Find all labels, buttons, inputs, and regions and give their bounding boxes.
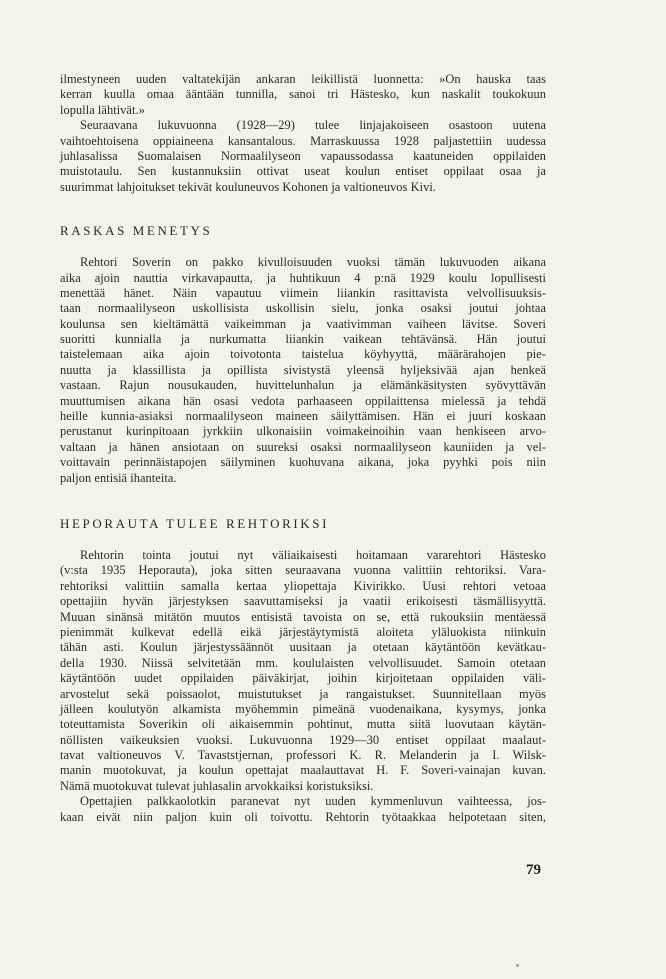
text-line: manin muotokuvat, ja koulun opettajat maalauttavat H. F. Soveri-vainajan kuvan.	[60, 763, 546, 778]
text-line: Opettajien palkkaolotkin paranevat nyt uuden kymmenluvun vaihteessa, jos-	[80, 794, 546, 809]
text-line: käytäntöön uudet oppilaiden päiväkirjat, joihin kirjoitetaan oppilaiden väli-	[60, 671, 546, 686]
text-line: koulunsa sen kieltämättä vaikeimman ja vaativimman vaiheen lävitse. Soveri	[60, 316, 546, 331]
text-line: kerran kuulla omaa ääntään tunnilla, sanoi tri Hästesko, kun naskalit toukokuun	[60, 87, 546, 102]
text-line: rehtoriksi valittiin samalla kertaa yliopettaja Kivirikko. Uusi rehtori vetoaa	[60, 578, 546, 593]
text-line: opettajiin hyvän järjestyksen saavuttamiseksi ja vaatii erikoisesti täsmällisyyttä.	[60, 594, 546, 609]
section-heading-raskas-menetys: RASKAS MENETYS	[60, 223, 213, 239]
text-line: valtaan ja hänen ansiotaan on suureksi osaksi normaalilyseon kauniiden ja vel-	[60, 439, 546, 454]
text-line: vaihtoehtoisena oppiaineena kansantalous. Marraskuussa 1928 paljastettiin uudessa	[60, 133, 546, 148]
text-line: della 1930. Niissä selvitetään mm. koululaisten velvollisuudet. Samoin otetaan	[60, 655, 546, 670]
intro-paragraphs	[60, 72, 546, 195]
text-line: heille kunnia-asiaksi normaalilyseon maineen säilyttämisen. Hän ei juuri koskaan	[60, 409, 546, 424]
text-line: Rehtori Soverin on pakko kivulloisuuden vuoksi tämän lukuvuoden aikana	[80, 255, 546, 270]
text-line: tavat valtioneuvos V. Tavaststjernan, professori K. R. Melanderin ja I. Wilsk-	[60, 748, 546, 763]
text-line: pienimmät kulkevat edellä eikä järjestäytymistä aloiteta yläluokista niinkuin	[60, 624, 546, 639]
paper-speck	[516, 964, 519, 967]
text-line: vastaan. Rajun nousukauden, huvittelunhalun ja elämänkäsitysten syövyttävän	[60, 378, 546, 393]
heporauta-paragraphs	[60, 548, 546, 825]
text-line: juhlasalissa Suomalaisen Normaalilyseon vapaussodassa kaatuneiden oppilaiden	[60, 148, 546, 163]
text-line: tähän asti. Koulun järjestyssäännöt uusitaan ja otetaan käytäntöön kevätkau-	[60, 640, 546, 655]
text-line: aika ajoin nauttia virkavapautta, ja huhtikuun 4 p:nä 1929 koulu lopullisesti	[60, 270, 546, 285]
text-line: menettää hänet. Näin vapautuu viimein liiankin rasittavista velvollisuuksis-	[60, 285, 546, 300]
text-line: muuttumisen aikana hän osasi vedota parhaaseen oppilaittensa mielessä ja tehdä	[60, 393, 546, 408]
text-line: arvostelut sekä poissaolot, muistutukset ja rangaistukset. Suunnitellaan myös	[60, 686, 546, 701]
text-line: toteuttamista Soverikin oli aikaisemmin pohtinut, mutta siitä luovutaan käytän-	[60, 717, 546, 732]
text-line: muistotaulu. Sen kustannuksiin ottivat useat koulun entiset oppilaat osaa ja	[60, 164, 546, 179]
text-line: nöllisten vaikeuksien vuoksi. Lukuvuonna 1929—30 entiset oppilaat maalaut-	[60, 732, 546, 747]
page-number: 79	[526, 862, 541, 878]
text-line: perustanut kurinpitoaan jyrkkiin ulkonaisiin voimakeinoihin vaan henkiseen arvo-	[60, 424, 546, 439]
text-line: nuutta ja klassillista ja opillista sivistystä yleensä hyljeksivää ajan henkeä	[60, 362, 546, 377]
text-line: lopulla lähtivät.»	[60, 102, 145, 117]
text-line: suurimmat lahjoitukset tekivät kouluneuvos Kohonen ja valtioneuvos Kivi.	[60, 179, 436, 194]
text-line: Nämä muotokuvat tulevat juhlasalin arvokkaiksi koristuksiksi.	[60, 778, 374, 793]
loss-paragraph	[60, 255, 546, 486]
text-line: Seuraavana lukuvuonna (1928—29) tulee linjajakoiseen osastoon uutena	[80, 118, 546, 133]
page-body	[60, 72, 546, 825]
text-line: taistelemaan aika ajoin toivotonta taistelua köyhyyttä, määrärahojen pie-	[60, 347, 546, 362]
text-line: suoritti kunnialla ja nurkumatta liiankin vaikean tehtävänsä. Hän joutui	[60, 332, 546, 347]
text-line: kaan eivät niin paljon kuin oli toivottu. Rehtorin työtaakkaa helpotetaan siten,	[60, 809, 546, 824]
text-line: taan normaalilyseon uskollisista uskollisin sielu, jonka osaksi joutui johtaa	[60, 301, 546, 316]
text-line: Rehtorin tointa joutui nyt väliaikaisesti hoitamaan vararehtori Hästesko	[80, 547, 546, 562]
text-line: ilmestyneen uuden valtatekijän ankaran leikillistä luonnetta: »On hauska taas	[60, 72, 546, 86]
text-line: (v:sta 1935 Heporauta), joka sitten seuraavana vuonna valittiin rehtoriksi. Vara-	[60, 563, 546, 578]
text-line: jälleen koulutyön alkamista myöhemmin pimeänä vuodenaikana, kysymys, jonka	[60, 701, 546, 716]
text-line: Muuan sinänsä mitätön muutos entisistä tavoista on se, että rukouksiin mentäessä	[60, 609, 546, 624]
text-line: paljon entisiä ihanteita.	[60, 470, 177, 485]
section-heading-heporauta: HEPORAUTA TULEE REHTORIKSI	[60, 515, 330, 531]
text-line: voittavain perinnäistapojen säilyminen kuohuvana aikana, joka pyyhki pois niin	[60, 455, 546, 470]
